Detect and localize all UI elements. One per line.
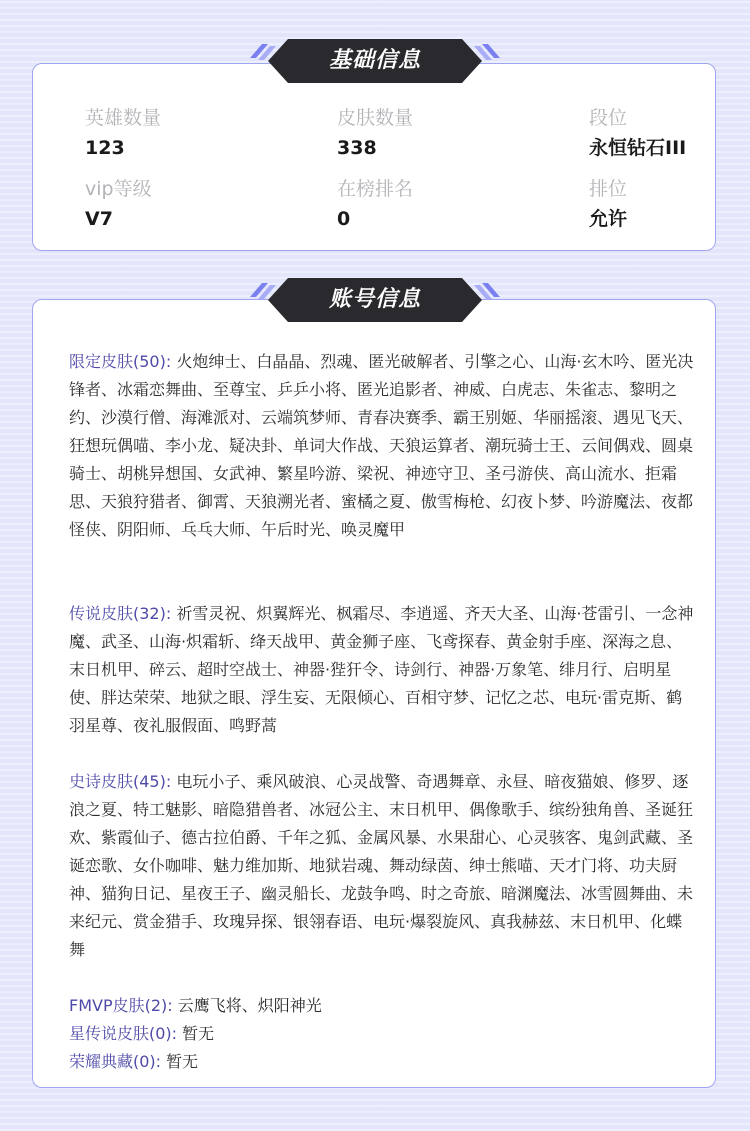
section-title: 基础信息 <box>328 48 421 73</box>
account-info-card <box>32 299 716 1088</box>
stat-value: 0 <box>337 208 351 230</box>
section-title: 账号信息 <box>328 287 421 312</box>
stat-rank-tier <box>589 106 686 160</box>
stat-value: 123 <box>85 137 125 159</box>
account-info-header <box>248 277 502 323</box>
skin-list: 电玩小子、乘风破浪、心灵战警、奇遇舞章、永昼、暗夜猫娘、修罗、逐浪之夏、特工魅影、暗隐猎兽者、冰冠公主、末日机甲、偶像歌手、缤纷独角兽、圣诞狂欢、紫霞仙子、德古拉伯爵、千年之狐、金属风暴、水果甜心、心灵骇客、鬼剑武藏、圣诞恋歌、女仆咖啡、魅力维加斯、地狱岩魂、舞动绿茵、绅士熊喵、天才门将、功夫厨神、猫狗日记、星夜王子、幽灵船长、龙鼓争鸣、时之奇旅、暗渊魔法、冰雪圆舞曲、未来纪元、赏金猎手、玫瑰异探、银翎春语、电玩·爆裂旋风、真我赫兹、末日机甲、化蝶舞 <box>69 772 694 959</box>
stat-label: 段位 <box>589 107 628 129</box>
skin-list: 暂无 <box>166 1052 199 1071</box>
stat-label: 排位 <box>589 178 628 200</box>
stat-skin-count <box>337 106 413 160</box>
basic-info-card <box>32 63 716 251</box>
stat-label: 英雄数量 <box>85 107 162 129</box>
stat-value: 338 <box>337 137 377 159</box>
fmvp-skins-section <box>69 992 322 1020</box>
category-label: 史诗皮肤(45): <box>69 772 172 791</box>
category-label: 荣耀典藏(0): <box>69 1052 162 1071</box>
stat-label: 在榜排名 <box>337 178 414 200</box>
basic-info-header <box>248 38 502 84</box>
star-legend-skins-section <box>69 1020 214 1048</box>
epic-skins-section <box>69 768 695 964</box>
category-label: 限定皮肤(50): <box>69 352 172 371</box>
limited-skins-section <box>69 348 695 544</box>
legend-skins-section <box>69 600 695 740</box>
stat-label: vip等级 <box>85 178 152 200</box>
stat-vip-level <box>85 177 152 231</box>
stat-leaderboard-rank <box>337 177 413 231</box>
skin-list: 祈雪灵祝、炽翼辉光、枫霜尽、李逍遥、齐天大圣、山海·苍雷引、一念神魔、武圣、山海·炽霜斩、绛天战甲、黄金狮子座、飞鸢探春、黄金射手座、深海之息、末日机甲、碎云、超时空战士、神器·狴犴令、诗剑行、神器·万象笔、绯月行、启明星使、胖达荣荣、地狱之眼、浮生妄、无限倾心、百相守梦、记忆之芯、电玩·雷克斯、鹤羽星尊、夜礼服假面、鸣野蒿 <box>69 604 694 735</box>
stat-label: 皮肤数量 <box>337 107 414 129</box>
category-label: 星传说皮肤(0): <box>69 1024 178 1043</box>
stat-value: 永恒钻石III <box>589 137 687 159</box>
skin-list: 暂无 <box>182 1024 215 1043</box>
glory-collection-section <box>69 1048 198 1076</box>
stat-hero-count <box>85 106 161 160</box>
stat-ranked-allowed <box>589 177 627 231</box>
stat-value: V7 <box>85 208 113 230</box>
skin-list: 火炮绅士、白晶晶、烈魂、匿光破解者、引擎之心、山海·玄木吟、匿光决锋者、冰霜恋舞曲、至尊宝、乒乒小将、匿光追影者、神威、白虎志、朱雀志、黎明之约、沙漠行僧、海滩派对、云端筑梦师、青春决赛季、霸王别姬、华丽摇滚、遇见飞天、狂想玩偶喵、李小龙、疑决卦、单词大作战、天狼运算者、潮玩骑士王、云间偶戏、圆桌骑士、胡桃异想国、女武神、繁星吟游、梁祝、神迹守卫、圣弓游侠、高山流水、拒霜思、天狼狩猎者、御霄、天狼溯光者、蜜橘之夏、傲雪梅枪、幻夜卜梦、吟游魔法、夜都怪侠、阴阳师、乓乓大师、午后时光、唤灵魔甲 <box>69 352 694 539</box>
stat-value: 允许 <box>589 208 628 230</box>
category-label: FMVP皮肤(2): <box>69 996 173 1015</box>
skin-list: 云鹰飞将、炽阳神光 <box>177 996 322 1015</box>
category-label: 传说皮肤(32): <box>69 604 172 623</box>
